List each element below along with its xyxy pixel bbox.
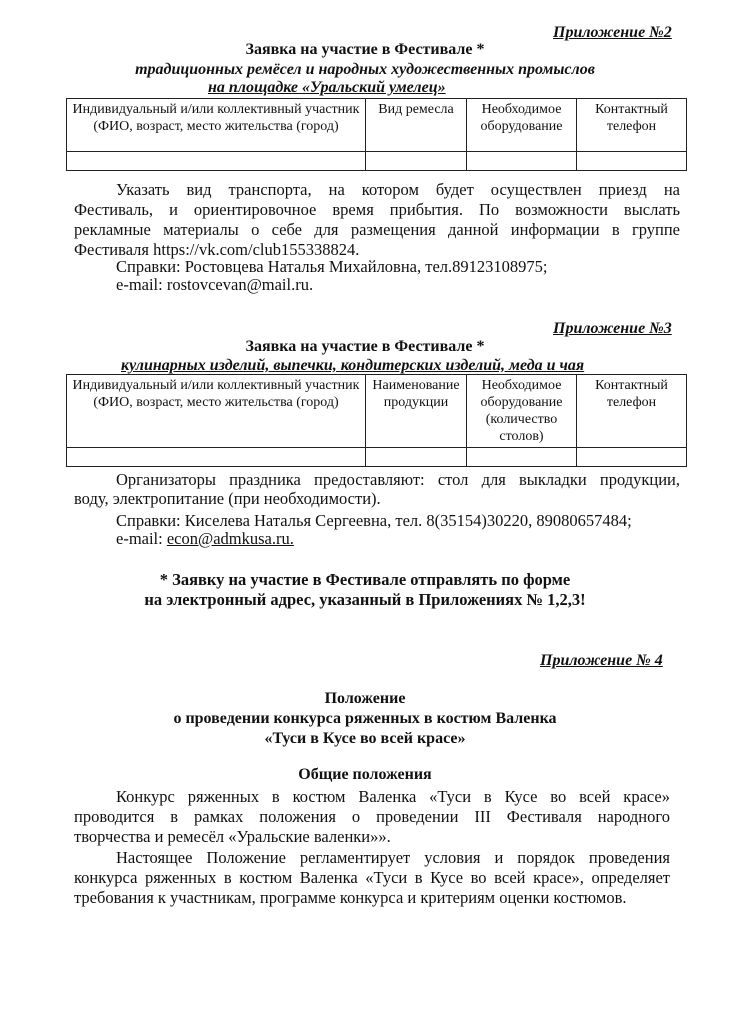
general-para2-line2: конкурса ряженных в костюм Валенка «Туси в Кусе во всей красе», определяет <box>74 868 670 887</box>
column-header-phone: Контактный телефон <box>577 375 687 448</box>
appendix-2-contact: Справки: Ростовцева Наталья Михайловна, тел.89123108975; <box>116 257 548 276</box>
column-header-craft: Вид ремесла <box>366 99 467 152</box>
empty-cell <box>67 152 366 171</box>
submission-note-line2: на электронный адрес, указанный в Приложениях № 1,2,3! <box>144 590 586 609</box>
appendix-2-para-line3: рекламные материалы о себе для размещения данной информации в группе <box>74 220 680 239</box>
appendix-3-label: Приложение №3 <box>553 320 672 337</box>
appendix-2-title: Заявка на участие в Фестивале * <box>245 41 485 58</box>
empty-cell <box>67 448 366 467</box>
regulation-title-line1: Положение <box>324 690 406 707</box>
appendix-3-para-line1: Организаторы праздника предоставляют: стол для выкладки продукции, <box>116 470 680 489</box>
general-para1-line2: проводится в рамках положения о проведении III Фестиваля народного <box>74 807 670 826</box>
appendix-3-form-table <box>66 374 687 467</box>
table-header-row <box>67 375 687 448</box>
general-para1-line1: Конкурс ряженных в костюм Валенка «Туси в Кусе во всей красе» <box>116 787 670 806</box>
appendix-2-subtitle-line1: традиционных ремёсел и народных художественных промыслов <box>135 61 595 78</box>
column-header-participant: Индивидуальный и/или коллективный участник (ФИО, возраст, место жительства (город) <box>67 375 366 448</box>
appendix-3-email <box>116 529 294 549</box>
appendix-3-para-line2: воду, электропитание (при необходимости). <box>74 489 381 508</box>
appendix-3-email-prefix: e-mail: <box>116 529 167 548</box>
submission-note-line1: * Заявку на участие в Фестивале отправлять по форме <box>159 570 571 589</box>
table-row <box>67 152 687 171</box>
section-title-general: Общие положения <box>298 766 432 783</box>
appendix-3-title: Заявка на участие в Фестивале * <box>245 338 485 355</box>
regulation-title-line2: о проведении конкурса ряженных в костюм Валенка <box>173 710 557 727</box>
regulation-title-line3: «Туси в Кусе во всей красе» <box>264 730 466 747</box>
general-para1-line3: творчества и ремесёл «Уральские валенки»». <box>74 827 391 846</box>
empty-cell <box>366 448 467 467</box>
appendix-3-contact: Справки: Киселева Наталья Сергеевна, тел. 8(35154)30220, 89080657484; <box>116 511 632 530</box>
table-header-row <box>67 99 687 152</box>
general-para2-line3: требования к участникам, программе конкурса и критериям оценки костюмов. <box>74 888 627 907</box>
appendix-2-form-table <box>66 98 687 171</box>
appendix-2-para-line4: Фестиваля https://vk.com/club155338824. <box>74 240 360 259</box>
appendix-2-para-line1: Указать вид транспорта, на котором будет осуществлен приезд на <box>116 180 680 199</box>
appendix-2-para-line2: Фестиваль, и ориентировочное время прибытия. По возможности выслать <box>74 200 680 219</box>
empty-cell <box>577 152 687 171</box>
appendix-2-email: e-mail: rostovcevan@mail.ru. <box>116 275 314 294</box>
empty-cell <box>577 448 687 467</box>
appendix-2-label: Приложение №2 <box>553 24 672 41</box>
column-header-product: Наименование продукции <box>366 375 467 448</box>
general-para2-line1: Настоящее Положение регламентирует условия и порядок проведения <box>116 848 670 867</box>
column-header-phone: Контактный телефон <box>577 99 687 152</box>
appendix-3-email-link[interactable]: econ@admkusa.ru. <box>166 529 294 548</box>
appendix-2-subtitle-line2: на площадке «Уральский умелец» <box>208 79 446 96</box>
appendix-3-subtitle: кулинарных изделий, выпечки, кондитерских изделий, меда и чая <box>121 357 585 374</box>
column-header-equipment: Необходимое оборудование (количество столов) <box>467 375 577 448</box>
empty-cell <box>366 152 467 171</box>
table-row <box>67 448 687 467</box>
column-header-equipment: Необходимое оборудование <box>467 99 577 152</box>
empty-cell <box>467 448 577 467</box>
appendix-4-label: Приложение № 4 <box>540 652 663 669</box>
column-header-participant: Индивидуальный и/или коллективный участник (ФИО, возраст, место жительства (город) <box>67 99 366 152</box>
empty-cell <box>467 152 577 171</box>
